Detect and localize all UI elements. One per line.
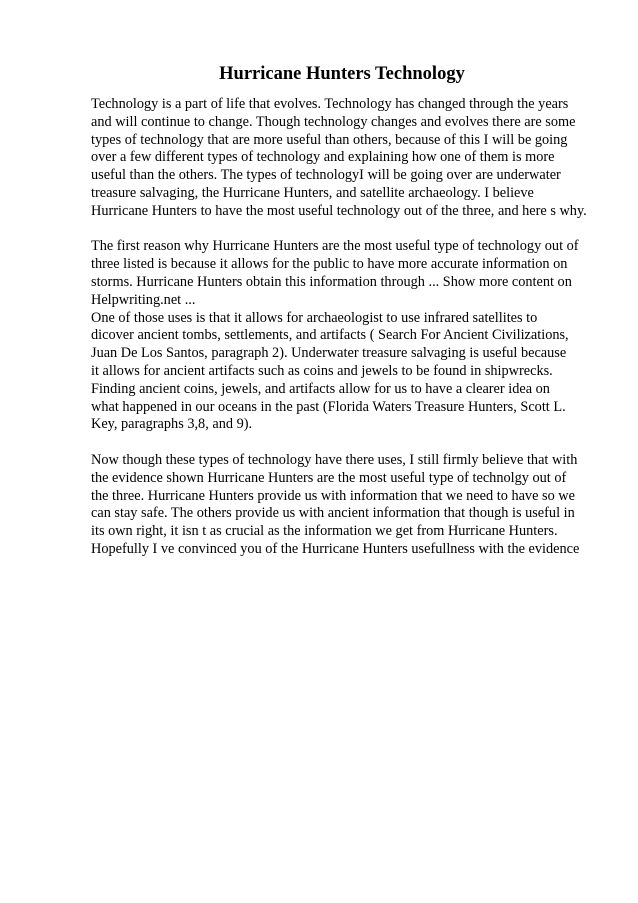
text-line: Hopefully I ve convinced you of the Hurricane Hunters usefullness with the evidence xyxy=(91,540,580,557)
text-line: Finding ancient coins, jewels, and artifacts allow for us to have a clearer idea on xyxy=(91,380,550,397)
text-line: can stay safe. The others provide us with ancient information that though is useful in xyxy=(91,505,575,522)
text-line: The first reason why Hurricane Hunters are the most useful type of technology out of xyxy=(91,238,579,255)
text-line: storms. Hurricane Hunters obtain this information through ... Show more content on xyxy=(91,273,572,290)
paragraph-gap xyxy=(91,221,611,239)
text-line: it allows for ancient artifacts such as coins and jewels to be found in shipwrecks. xyxy=(91,362,553,379)
text-line: and will continue to change. Though technology changes and evolves there are some xyxy=(91,113,576,130)
text-line: the three. Hurricane Hunters provide us with information that we need to have so we xyxy=(91,487,575,504)
text-line: its own right, it isn t as crucial as the information we get from Hurricane Hunters. xyxy=(91,523,558,540)
paragraph-conclusion xyxy=(91,452,611,559)
text-line: Juan De Los Santos, paragraph 2). Underwater treasure salvaging is useful because xyxy=(91,345,567,362)
text-line: useful than the others. The types of technologyI will be going over are underwater xyxy=(91,167,561,184)
text-line: over a few different types of technology and explaining how one of them is more xyxy=(91,149,555,166)
paragraph-gap xyxy=(91,434,611,452)
text-line: Technology is a part of life that evolves. Technology has changed through the years xyxy=(91,96,569,112)
paragraph-intro xyxy=(91,96,611,221)
text-line: the evidence shown Hurricane Hunters are the most useful type of technolgy out of xyxy=(91,469,567,486)
paragraph-first-reason xyxy=(91,238,611,434)
text-line: dicover ancient tombs, settlements, and artifacts ( Search For Ancient Civilizations, xyxy=(91,327,569,344)
text-line: Hurricane Hunters to have the most useful technology out of the three, and here s why. xyxy=(91,202,587,219)
document-body xyxy=(91,96,611,559)
text-line: types of technology that are more useful than others, because of this I will be going xyxy=(91,131,568,148)
text-line: treasure salvaging, the Hurricane Hunters, and satellite archaeology. I believe xyxy=(91,184,534,201)
text-line: three listed is because it allows for the public to have more accurate information on xyxy=(91,256,568,273)
text-line: Helpwriting.net ... xyxy=(91,291,196,308)
text-line: Now though these types of technology have there uses, I still firmly believe that with xyxy=(91,451,578,468)
text-line: One of those uses is that it allows for archaeologist to use infrared satellites to xyxy=(91,309,538,326)
text-line: Key, paragraphs 3,8, and 9). xyxy=(91,416,253,433)
text-line: what happened in our oceans in the past (Florida Waters Treasure Hunters, Scott L. xyxy=(91,398,566,415)
document-title: Hurricane Hunters Technology xyxy=(219,64,465,84)
